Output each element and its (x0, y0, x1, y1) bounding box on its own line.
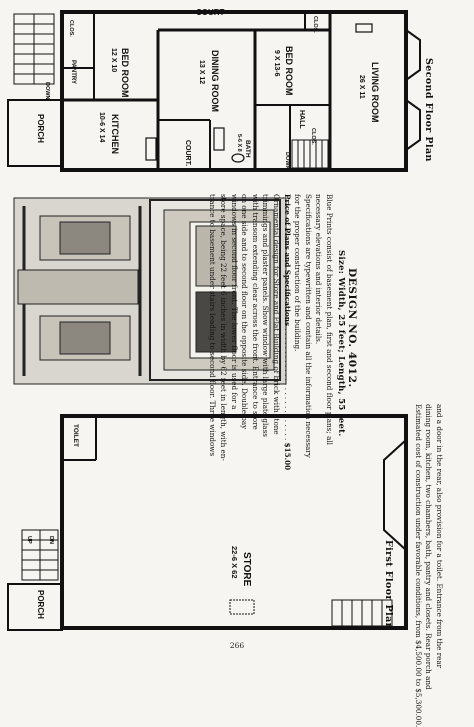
up-label: UP (26, 536, 32, 544)
kitchen-label: KITCHEN (110, 114, 120, 154)
description-line-1: Ornamental design for Store and Flat Building of brick with stone (272, 194, 282, 435)
porch-label: PORCH (36, 114, 45, 143)
price-label: Price of Plans and Specifications (282, 194, 292, 327)
hall-label: HALL (298, 110, 305, 129)
kitchen-size: 10-6 X 14 (98, 112, 105, 143)
down-label-2: DOWN (284, 152, 290, 170)
dining-room-size: 13 X 12 (198, 60, 205, 85)
bed-room-2-label: BED ROOM (284, 46, 294, 96)
tail-line-2: dining room, kitchen, two chambers, bath, pantry and closets. Rear porch and (424, 404, 434, 690)
blue-prints-line-3: Specifications are typewritten and contain all the information necessary (303, 194, 313, 458)
closet-label-2: CLOS. (312, 16, 318, 33)
description-line-6: store space, being 22 feet 6 inches in width by 62 feet in length, with en- (219, 194, 229, 461)
toilet-label: TOILET (72, 424, 79, 447)
court-label-top: COURT (196, 8, 225, 17)
living-room-size: 26 X 11 (358, 75, 365, 99)
description-line-7: trance to basement under stairs leading to second floor. Three windows (208, 194, 218, 457)
bed-room-2-size: 9 X 13-6 (273, 50, 280, 77)
bed-room-1-size: 12 X 10 (110, 48, 117, 73)
bath-label: BATH (244, 140, 251, 158)
blue-prints-line-4: for the proper construction of the building. (293, 194, 303, 352)
first-floor-tail-text (412, 404, 444, 727)
tail-line-3: Estimated cost of construction under favorable conditions, from $4,500.00 to $5,300.00. (413, 404, 423, 727)
bed-room-1-label: BED ROOM (120, 48, 130, 98)
living-room-label: LIVING ROOM (370, 62, 380, 123)
description-line-5: windows in second floor front. The lower floor is used for a (229, 194, 239, 410)
second-floor-title: Second Floor Plan (423, 58, 434, 162)
court-label-mid: COURT. (184, 140, 191, 167)
first-floor-title: First Floor Plan (383, 540, 394, 630)
page-number: 266 (229, 641, 245, 650)
down-label: DOWN (44, 82, 50, 100)
description-line-3: with transom extending clear across the front. Entrance to store (250, 194, 260, 430)
blue-prints-line-1: Blue Prints consist of basement plan, first and second floor plans; all (325, 194, 334, 445)
pantry-label: PANTRY (70, 60, 76, 84)
closet-label-3: CLOS. (310, 128, 316, 145)
first-floor-plan (0, 400, 474, 640)
price-value: $15.00 (282, 442, 292, 471)
closet-label-1: CLOS. (68, 20, 74, 37)
down-label-first: DN (48, 536, 54, 544)
dining-room-label: DINING ROOM (210, 50, 220, 112)
blue-prints-line-2: necessary elevations and interior details. (314, 194, 324, 345)
bath-size: 5-6 X 8 (236, 134, 242, 152)
price-line: Price of Plans and Specifications . . . . . . . . . . . . . . . . . . . . . . . . . $15.00 (282, 194, 292, 471)
porch-label-first: PORCH (36, 590, 45, 619)
store-size: 22-6 X 62 (230, 546, 239, 579)
description-line-4: on one side and to second floor on the opposite side. Double bay (240, 194, 250, 430)
design-size: Size: Width, 25 feet; Length, 55 feet. (336, 250, 346, 437)
description-line-2: trimmings and plaster panels. Show window with large plate glass (261, 194, 271, 437)
store-label: STORE (241, 552, 252, 587)
design-number-title: DESIGN NO. 4012. (346, 268, 358, 388)
tail-line-1: and a door in the rear, also provision for a toilet. Entrance from the rear (435, 404, 444, 669)
second-floor-plan (0, 0, 474, 180)
